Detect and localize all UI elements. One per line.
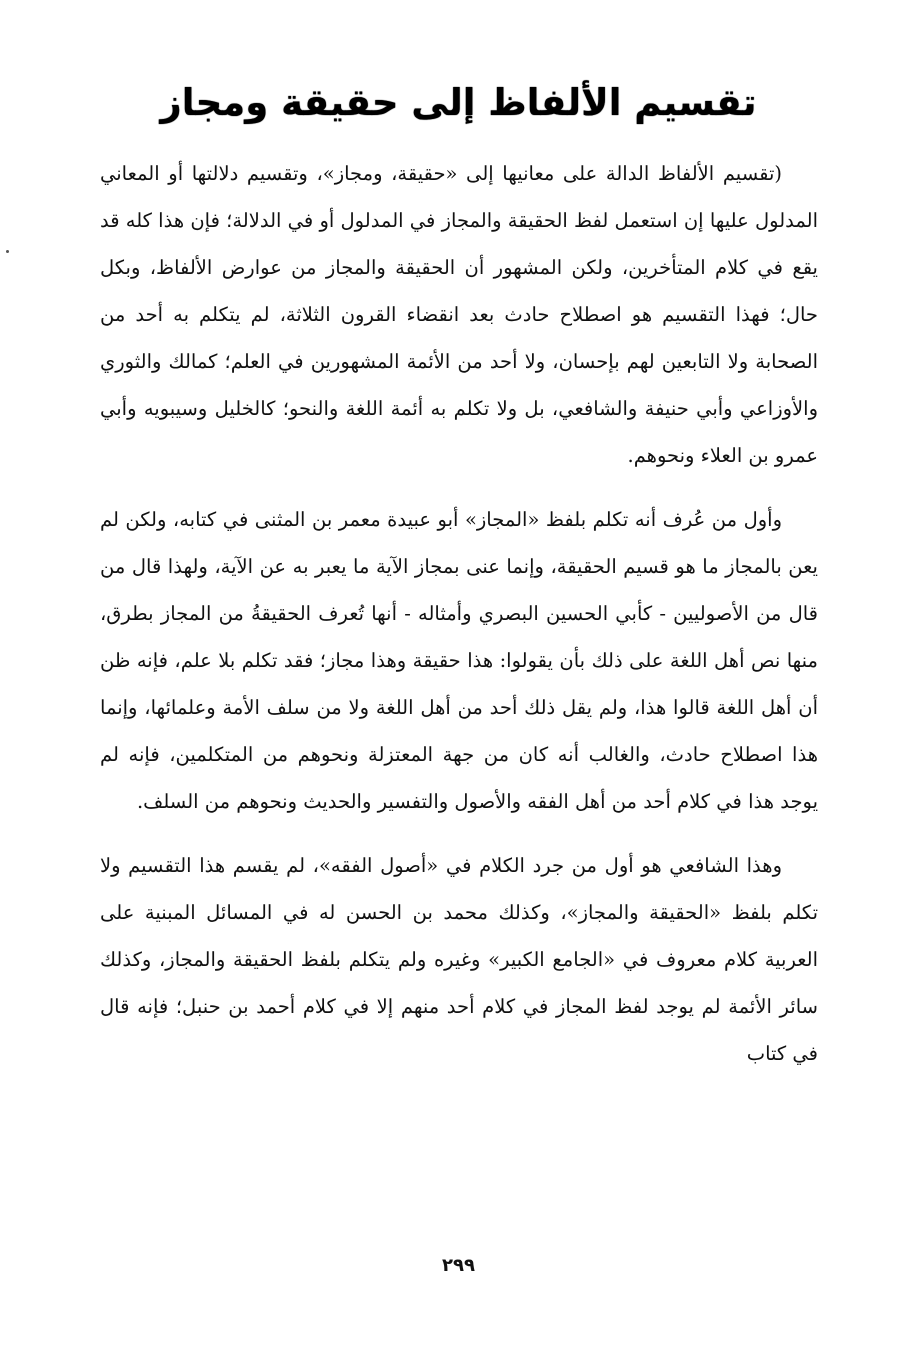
margin-dot xyxy=(6,250,9,253)
page-title: تقسيم الألفاظ إلى حقيقة ومجاز xyxy=(160,81,757,124)
body-text xyxy=(100,150,818,1077)
paragraph-2: وأول من عُرف أنه تكلم بلفظ «المجاز» أبو عبيدة معمر بن المثنى في كتابه، ولكن لم يعن بالمجاز ما هو قسيم الحقيقة، وإنما عنى بمجاز الآية ما يعبر به عن الآية، ولهذا قال من قال من الأصوليين - كأبي الحسين البصري وأمثاله - أنها تُعرف الحقيقةُ من المجاز بطرق، منها نص أهل اللغة على ذلك بأن يقولوا: هذا حقيقة وهذا مجاز؛ فقد تكلم بلا علم، فإنه ظن أن أهل اللغة قالوا هذا، ولم يقل ذلك أحد من أهل اللغة ولا من سلف الأمة وعلمائها، وإنما هذا اصطلاح حادث، والغالب أنه كان من جهة المعتزلة ونحوهم من المتكلمين، فإنه لم يوجد هذا في كلام أحد من أهل الفقه والأصول والتفسير والحديث ونحوهم من السلف. xyxy=(100,508,818,813)
paragraph-3: وهذا الشافعي هو أول من جرد الكلام في «أصول الفقه»، لم يقسم هذا التقسيم ولا تكلم بلفظ «الحقيقة والمجاز»، وكذلك محمد بن الحسن له في المسائل المبنية على العربية كلام معروف في «الجامع الكبير» وغيره ولم يتكلم بلفظ الحقيقة والمجاز، وكذلك سائر الأئمة لم يوجد لفظ المجاز في كلام أحد منهم إلا في كلام أحمد بن حنبل؛ فإنه قال في كتاب xyxy=(100,854,818,1065)
page-number: ٢٩٩ xyxy=(442,1255,475,1276)
paragraph-1: (تقسيم الألفاظ الدالة على معانيها إلى «حقيقة، ومجاز»، وتقسيم دلالتها أو المعاني المدلول عليها إن استعمل لفظ الحقيقة والمجاز في المدلول أو في الدلالة؛ فإن هذا كله قد يقع في كلام المتأخرين، ولكن المشهور أن الحقيقة والمجاز من عوارض الألفاظ، وبكل حال؛ فهذا التقسيم هو اصطلاح حادث بعد انقضاء القرون الثلاثة، لم يتكلم به أحد من الصحابة ولا التابعين لهم بإحسان، ولا أحد من الأئمة المشهورين في العلم؛ كمالك والثوري والأوزاعي وأبي حنيفة والشافعي، بل ولا تكلم به أئمة اللغة والنحو؛ كالخليل وسيبويه وأبي عمرو بن العلاء ونحوهم. xyxy=(100,162,818,467)
